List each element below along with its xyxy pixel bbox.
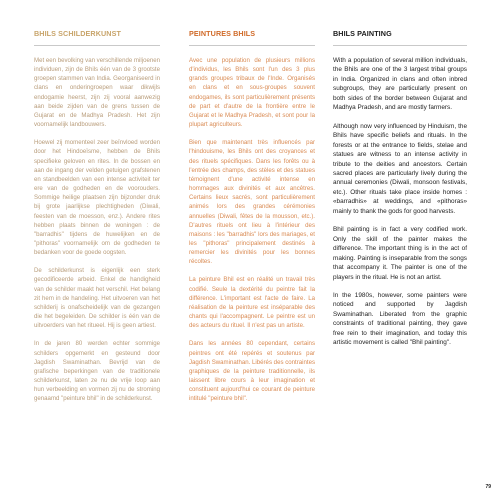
page-number: 79 — [485, 484, 491, 490]
french-heading: PEINTURES BHILS — [189, 29, 256, 38]
french-paragraph-4: Dans les années 80 cependant, certains peintres ont été repérés et soutenus par Jagdish Swaminathan. Libérés des contraintes graphiques de la peinture traditionnelle, ils laissent libre cours à leur imagination et constituent aujourd'hui ce courant de peinture intitulé "peinture bhil". — [189, 340, 316, 403]
english-divider — [333, 45, 467, 46]
english-column — [333, 28, 467, 357]
dutch-paragraph-1: Met een bevolking van verschillende miljoenen individuen, zijn de Bhils één van de 3 grootste groepen stammen van India. Georganiseerd in clans en onderingroepen waar dikwijls endogamie heerst, zijn zij vooral aanwezig aan beide zijden van de grens tussen de Gujarat en de Madhya Pradesh. Het zijn voornamelijk landbouwers. — [34, 57, 161, 129]
french-paragraph-1: Avec une population de plusieurs millions d'individus, les Bhils sont l'un des 3 plus grands groupes tribaux de l'Inde. Organisés en clans et en sous-groupes souvent endogames, ils sont particulièrement présents de part et d'autre de la frontière entre le Gujarat et le Madhya Pradesh, et sont pour la plupart agriculteurs. — [189, 57, 315, 129]
dutch-paragraph-2: Hoewel zij momenteel zeer beïnvloed worden door het Hindoeïsme, hebben de Bhils specifieke geloven en rites. In de bossen en aan de ingang der velden getuigen grafstenen en standbeelden van een intense activiteit ter ere van de godheden en de voorouders. Sommige heilige plaatsen zijn bijzonder druk bij grote jaarlijkse plechtigheden (Diwali, feesten van de moesson, enz.). Andere rites hebben plaats binnen de woningen : de "barradhis" tijdens de huwelijken en de "pithoras" voornamelijk om de godheden te bedanken voor de goede oogsten. — [34, 139, 160, 257]
french-divider — [189, 45, 315, 46]
dutch-paragraph-3: De schilderkunst is eigenlijk een sterk gecodificeerde arbeid. Enkel de handigheid van de schilder maakt het verschil. Het belang zit hem in de handeling. Het uitvoeren van het schilderij is onafscheidelijk van de gezangen die het begeleiden. De schilder is één van de uitvoerders van het ritueel. Hij is geen artiest. — [34, 267, 160, 330]
dutch-heading: BHILS SCHILDERKUNST — [34, 29, 121, 38]
english-paragraph-4: In the 1980s, however, some painters were noticed and supported by Jagdish Swaminathan. Liberated from the graphic constraints of traditional painting, they gave free rein to their imagination, and today this artistic movement is called "Bhil painting". — [333, 291, 467, 347]
english-paragraph-2: Although now very influenced by Hinduism, the Bhils have specific beliefs and rituals. In the forests or at the entrance to fields, stelae and statues are witness to an intense activity in tribute to the deities and ancestors. Certain sacred places are particularly lively during the annual ceremonies (Diwali, monsoon festivals, etc.). Other rituals take place inside homes : «barradhis» at weddings, and «pithoras» mainly to thank the gods for good harvests. — [333, 122, 467, 215]
english-paragraph-1: With a population of several million individuals, the Bhils are one of the 3 largest tribal groups in India. Organized in clans and often inbred subgroups, they are particularly present on both sides of the border between Gujarat and Madhya Pradesh, and are mostly farmers. — [333, 57, 467, 112]
dutch-divider — [34, 45, 160, 46]
english-paragraph-3: Bhil painting is in fact a very codified work. Only the skill of the painter makes the difference. The important thing is in the act of making. Painting is inseparable from the songs that accompany it. The painter is one of the players in the ritual. He is not an artist. — [333, 226, 467, 281]
french-column — [189, 28, 315, 412]
dutch-column — [34, 28, 160, 412]
french-paragraph-3: La peinture Bhil est en réalité un travail très codifié. Seule la dextérité du peintre fait la différence. L'important est l'acte de faire. La réalisation de la peinture est inséparable des chants qui l'accompagnent. Le peintre est un des acteurs du rituel. Il n'est pas un artiste. — [189, 276, 315, 330]
french-paragraph-2: Bien que maintenant très influencés par l'hindouisme, les Bhils ont des croyances et des rituels spécifiques. Dans les forêts ou à l'entrée des champs, des stèles et des statues témoignent d'une activité intense en hommages aux divinités et aux ancêtres. Certains lieux sacrés, sont particulièrement animés lors des grandes cérémonies annuelles (Diwali, fêtes de la mousson, etc.). D'autres rituels ont lieu à l'intérieur des maisons : les "barradhis" lors des mariages, et les "pithoras" principalement destinés à remercier les divinités pour les bonnes récoltes. — [189, 139, 315, 266]
english-heading: BHILS PAINTING — [333, 29, 392, 38]
dutch-paragraph-4: In de jaren 80 werden echter sommige schilders opgemerkt en gesteund door Jagdish Swaminathan. Bevrijd van de grafische beperkingen van de traditionele schilderkunst, laten ze nu de vrije loop aan hun verbeelding en vormen zij nu de stroming genaamd "peinture bhil" in de schilderkunst. — [34, 340, 160, 403]
